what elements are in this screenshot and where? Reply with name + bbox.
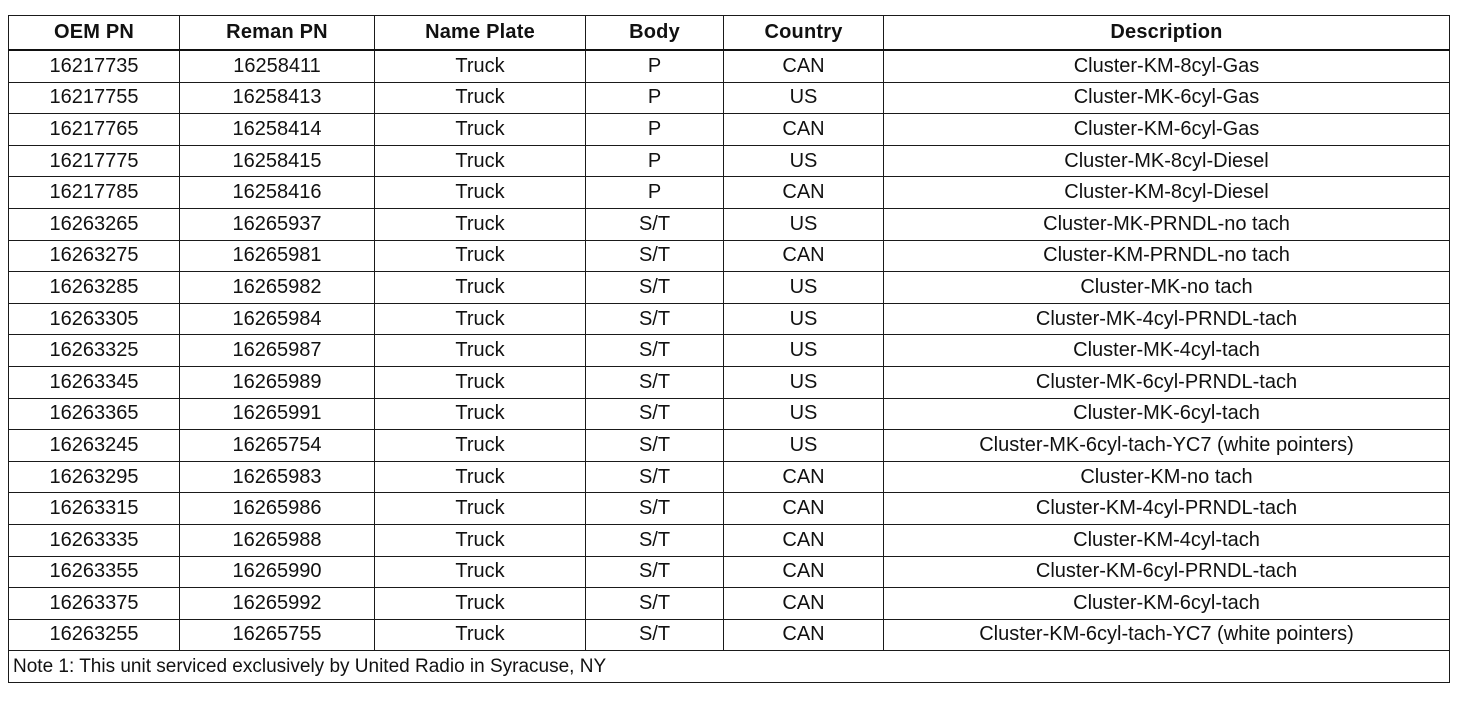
cell-country: US [724,335,884,367]
cell-body: P [586,114,724,146]
cell-body: S/T [586,398,724,430]
cell-name-plate: Truck [375,114,586,146]
cell-name-plate: Truck [375,272,586,304]
cell-country: CAN [724,461,884,493]
cell-oem-pn: 16217735 [9,50,180,82]
cell-description: Cluster-MK-8cyl-Diesel [884,145,1450,177]
cell-name-plate: Truck [375,145,586,177]
cell-country: CAN [724,177,884,209]
header-description: Description [884,16,1450,51]
cell-reman-pn: 16258415 [180,145,375,177]
cell-name-plate: Truck [375,177,586,209]
cell-body: S/T [586,619,724,651]
cell-body: S/T [586,366,724,398]
cell-name-plate: Truck [375,619,586,651]
cell-oem-pn: 16217775 [9,145,180,177]
cell-body: S/T [586,524,724,556]
cell-country: CAN [724,50,884,82]
header-country: Country [724,16,884,51]
cell-description: Cluster-MK-6cyl-tach [884,398,1450,430]
header-oem-pn: OEM PN [9,16,180,51]
table-row [9,177,1450,209]
table-row [9,398,1450,430]
cell-description: Cluster-MK-6cyl-PRNDL-tach [884,366,1450,398]
cell-name-plate: Truck [375,208,586,240]
cell-reman-pn: 16265755 [180,619,375,651]
header-row [9,16,1450,51]
cell-name-plate: Truck [375,240,586,272]
table-row [9,461,1450,493]
cell-oem-pn: 16263305 [9,303,180,335]
table-row [9,208,1450,240]
cell-reman-pn: 16265937 [180,208,375,240]
table-row [9,524,1450,556]
footnote: Note 1: This unit serviced exclusively by United Radio in Syracuse, NY [9,651,1450,683]
cell-oem-pn: 16263355 [9,556,180,588]
cell-reman-pn: 16258413 [180,82,375,114]
cell-description: Cluster-KM-6cyl-Gas [884,114,1450,146]
parts-table [8,15,1450,683]
cell-name-plate: Truck [375,335,586,367]
cell-country: CAN [724,556,884,588]
cell-reman-pn: 16265989 [180,366,375,398]
cell-country: CAN [724,588,884,620]
cell-description: Cluster-KM-4cyl-tach [884,524,1450,556]
cell-body: P [586,177,724,209]
cell-reman-pn: 16265984 [180,303,375,335]
cell-oem-pn: 16263295 [9,461,180,493]
cell-oem-pn: 16263375 [9,588,180,620]
cell-country: US [724,208,884,240]
cell-description: Cluster-KM-no tach [884,461,1450,493]
table-row [9,240,1450,272]
cell-country: US [724,272,884,304]
table-row [9,619,1450,651]
table-row [9,556,1450,588]
cell-body: S/T [586,588,724,620]
table-row [9,588,1450,620]
table-row [9,493,1450,525]
cell-reman-pn: 16265983 [180,461,375,493]
table-row [9,82,1450,114]
cell-oem-pn: 16263275 [9,240,180,272]
header-body: Body [586,16,724,51]
note-row [9,651,1450,683]
cell-body: P [586,145,724,177]
cell-oem-pn: 16263365 [9,398,180,430]
cell-name-plate: Truck [375,430,586,462]
cell-name-plate: Truck [375,398,586,430]
cell-oem-pn: 16217765 [9,114,180,146]
cell-oem-pn: 16263335 [9,524,180,556]
cell-country: US [724,366,884,398]
cell-country: CAN [724,114,884,146]
cell-reman-pn: 16258416 [180,177,375,209]
cell-country: CAN [724,524,884,556]
cell-oem-pn: 16263245 [9,430,180,462]
cell-reman-pn: 16265754 [180,430,375,462]
cell-description: Cluster-KM-6cyl-tach [884,588,1450,620]
cell-reman-pn: 16265990 [180,556,375,588]
cell-description: Cluster-MK-4cyl-tach [884,335,1450,367]
cell-name-plate: Truck [375,556,586,588]
cell-body: S/T [586,493,724,525]
cell-body: S/T [586,556,724,588]
cell-country: US [724,430,884,462]
cell-description: Cluster-KM-4cyl-PRNDL-tach [884,493,1450,525]
cell-description: Cluster-MK-no tach [884,272,1450,304]
cell-body: P [586,82,724,114]
cell-name-plate: Truck [375,82,586,114]
table-body [9,50,1450,651]
cell-country: CAN [724,493,884,525]
cell-reman-pn: 16265987 [180,335,375,367]
cell-oem-pn: 16263285 [9,272,180,304]
cell-reman-pn: 16265988 [180,524,375,556]
cell-body: S/T [586,272,724,304]
cell-description: Cluster-MK-4cyl-PRNDL-tach [884,303,1450,335]
cell-country: CAN [724,619,884,651]
cell-oem-pn: 16263325 [9,335,180,367]
cell-reman-pn: 16265986 [180,493,375,525]
cell-reman-pn: 16265992 [180,588,375,620]
table-row [9,430,1450,462]
cell-name-plate: Truck [375,50,586,82]
cell-reman-pn: 16265991 [180,398,375,430]
cell-body: S/T [586,430,724,462]
cell-oem-pn: 16217785 [9,177,180,209]
table-row [9,50,1450,82]
cell-name-plate: Truck [375,524,586,556]
cell-name-plate: Truck [375,493,586,525]
cell-body: S/T [586,208,724,240]
cell-description: Cluster-KM-6cyl-tach-YC7 (white pointers) [884,619,1450,651]
table-row [9,335,1450,367]
table-row [9,366,1450,398]
cell-body: S/T [586,335,724,367]
cell-country: US [724,398,884,430]
cell-description: Cluster-MK-6cyl-Gas [884,82,1450,114]
cell-oem-pn: 16263255 [9,619,180,651]
cell-oem-pn: 16263345 [9,366,180,398]
cell-body: S/T [586,461,724,493]
cell-name-plate: Truck [375,461,586,493]
header-reman-pn: Reman PN [180,16,375,51]
table-row [9,114,1450,146]
cell-reman-pn: 16258414 [180,114,375,146]
table-row [9,303,1450,335]
table-row [9,145,1450,177]
cell-description: Cluster-MK-6cyl-tach-YC7 (white pointers) [884,430,1450,462]
cell-name-plate: Truck [375,366,586,398]
cell-oem-pn: 16263315 [9,493,180,525]
cell-description: Cluster-MK-PRNDL-no tach [884,208,1450,240]
parts-document [8,15,1449,683]
cell-country: US [724,145,884,177]
cell-body: S/T [586,240,724,272]
cell-reman-pn: 16265981 [180,240,375,272]
cell-oem-pn: 16263265 [9,208,180,240]
cell-body: S/T [586,303,724,335]
cell-description: Cluster-KM-6cyl-PRNDL-tach [884,556,1450,588]
cell-description: Cluster-KM-8cyl-Diesel [884,177,1450,209]
cell-reman-pn: 16258411 [180,50,375,82]
cell-country: CAN [724,240,884,272]
cell-description: Cluster-KM-PRNDL-no tach [884,240,1450,272]
cell-reman-pn: 16265982 [180,272,375,304]
cell-oem-pn: 16217755 [9,82,180,114]
header-name-plate: Name Plate [375,16,586,51]
cell-body: P [586,50,724,82]
cell-description: Cluster-KM-8cyl-Gas [884,50,1450,82]
cell-country: US [724,303,884,335]
cell-country: US [724,82,884,114]
cell-name-plate: Truck [375,588,586,620]
cell-name-plate: Truck [375,303,586,335]
table-row [9,272,1450,304]
